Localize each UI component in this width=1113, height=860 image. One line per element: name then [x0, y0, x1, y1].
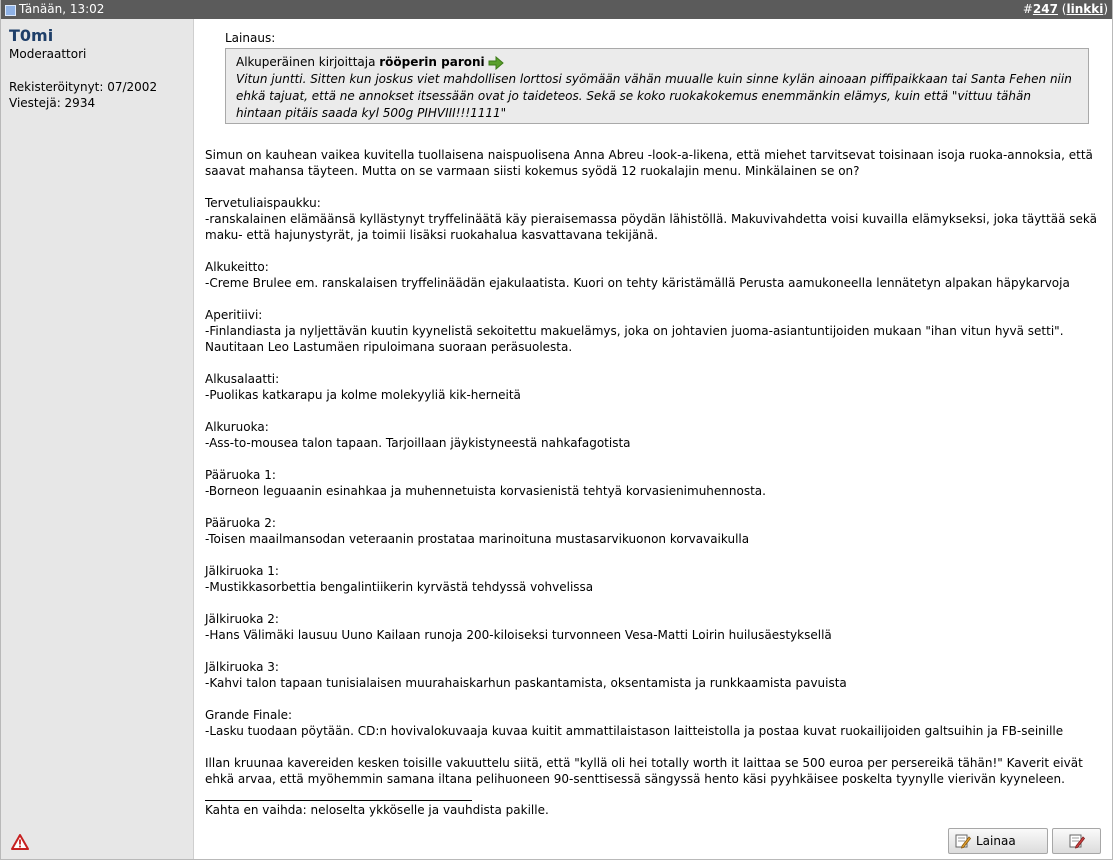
permalink[interactable]: linkki — [1066, 2, 1104, 16]
warning-icon[interactable] — [11, 833, 29, 851]
post-icon — [5, 5, 16, 16]
user-registered: Rekisteröitynyt: 07/2002 — [9, 80, 158, 94]
post-number-link[interactable]: 247 — [1032, 2, 1058, 16]
signature-divider — [205, 800, 472, 801]
quote-pencil-icon — [955, 833, 971, 849]
user-info — [9, 79, 157, 111]
post-header: Tänään, 13:02 #247 (linkki) — [1, 0, 1112, 19]
message-body: Simun on kauhean vaikea kuvitella tuollaisena naispuolisena Anna Abreu -look-a-likena, että miehet tarvitsevat toisinaan isoja ruoka-annoksia, että saavat mahansa täyteen. Mutta on se varmaan siisti kokemus syödä 12 ruokalajin menu. Minkälainen se on? Tervetuliaispaukku: -ranskalainen elämäänsä kyllästynyt tryffelinäätä käy pieraisemassa pöydän lähistöllä. Makuvivahdetta voisi kuvailla elämykseksi, joka täyttää sekä maku- että hajunystyrät, ja toimii lisäksi ruokahalua kasvattavana tekijänä. Alkukeitto: -Creme Brulee em. ranskalaisen tryffelinäädän ejakulaatista. Kuori on tehty käristämällä Perusta aamukoneella lennätetyn alpakan häpykarvoja Aperitiivi: -Finlandiasta ja nyljettävän kuutin kyynelistä sekoitettu makuelämys, joka on johtavien juoma-asiantuntijoiden mukaan "ihan vitun hyvä setti". Nautitaan Leo Lastumäen ripuloimana suoraan peräsuolesta. Alkusalaatti: -Puolikas katkarapu ja kolme molekyyliä kik-herneitä Alkuruoka: -Ass-to-mousea talon tapaan. Tarjoillaan jäykistyneestä nahkafagotista Pääruoka 1: -Borneon leguaanin esinahkaa ja muhennetuista korvasienistä tehtyä korvasienimuhennosta. Pääruoka 2: -Toisen maailmansodan veteraanin prostataa marinoituna mustasarvikuonon korvavaikulla Jälkiruoka 1: -Mustikkasorbettia bengalintiikerin kyrvästä tehdyssä vohvelissa Jälkiruoka 2: -Hans Välimäki lausuu Uuno Kailaan runoja 200-kiloiseksi turvonneen Vesa-Matti Loirin huilusäestyksellä Jälkiruoka 3: -Kahvi talon tapaan tunisialaisen muurahaiskarhun paskantamista, oksentamista ja runkkaamista pavuista Grande Finale: -Lasku tuodaan pöytään. CD:n hovivalokuvaaja kuvaa kuitit ammattilaistason laitteistolla ja postaa kuvat ruokailijoiden galtsuihin ja FB-seinille Illan kruunaa kavereiden kesken toisille vakuuttelu siitä, että "kyllä oli hei totally worth it laittaa se 500 euroa per persereikä tähän!" Kaverit eivät ehkä arvaa, että myöhemmin samana iltana pelihuoneen 90-senttisessä sängyssä hento käsi pyyhkäisee poskelta tyynylle vierivän kyyneleen. — [205, 148, 1097, 786]
quote-button[interactable] — [948, 828, 1048, 854]
user-title: Moderaattori — [9, 47, 87, 61]
post-content — [205, 19, 1105, 859]
arrow-right-icon[interactable] — [488, 56, 504, 70]
signature: Kahta en vaihda: neloselta ykköselle ja vauhdista pakille. — [205, 803, 549, 817]
post-timestamp: Tänään, 13:02 — [19, 2, 105, 16]
user-post-count: Viestejä: 2934 — [9, 96, 96, 110]
edit-pencil-icon — [1069, 833, 1085, 849]
user-sidebar — [1, 19, 194, 859]
username-link[interactable]: T0mi — [9, 26, 54, 45]
quote-origin: Alkuperäinen kirjoittaja rööperin paroni — [236, 54, 1078, 71]
quote-button-label: Lainaa — [976, 834, 1016, 848]
quote-box — [225, 48, 1089, 124]
quote-text: Vitun juntti. Sitten kun joskus viet mahdollisen lorttosi syömään vähän muualle kuin sinne kylän ainoaan piffipaikkaan tai Santa Fehen niin ehkä tajuat, että ne annokset itsessään ovat jo taideteos. Sekä se koko ruokakokemus enemmänkin elämys, kuin että "vittuu tähän hintaan pitäis saada kyl 500g PIHVIII!!!1111" — [236, 72, 1072, 120]
quote-author: rööperin paroni — [379, 55, 485, 69]
edit-button[interactable] — [1052, 828, 1101, 854]
quote-label: Lainaus: — [225, 31, 276, 45]
